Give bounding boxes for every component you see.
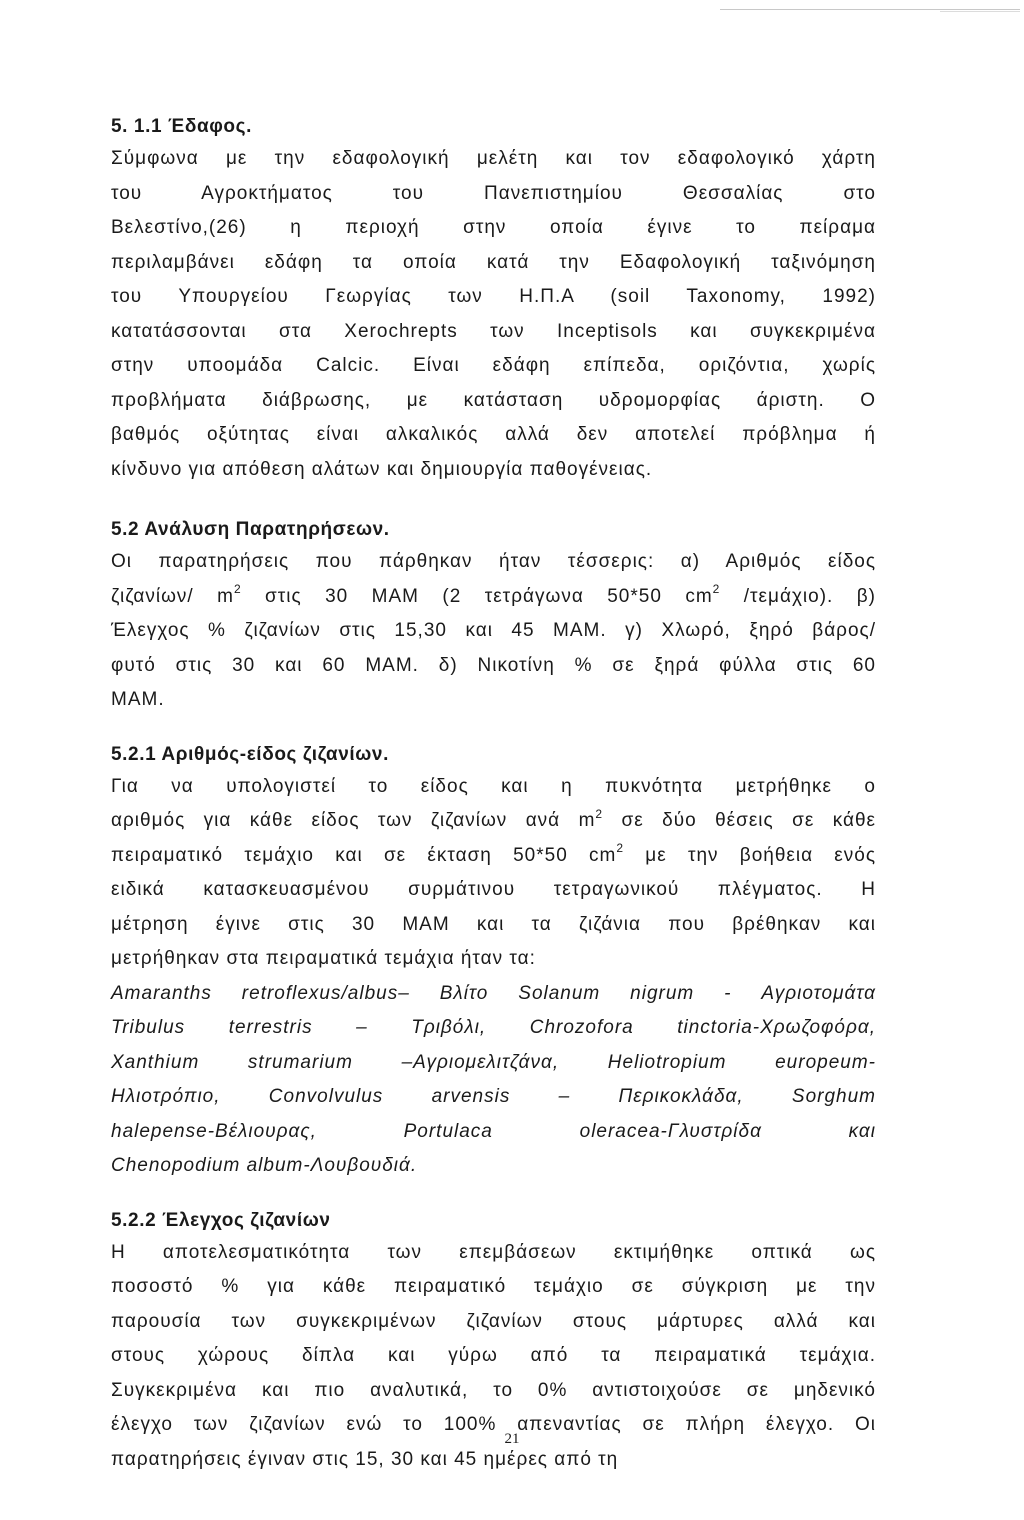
superscript: 2 <box>712 582 721 597</box>
paragraph-line: στην υποομάδα Calcic. Είναι εδάφη επίπεδα, οριζόντια, χωρίς <box>111 355 876 376</box>
paragraph-line: έλεγχο των ζιζανίων ενώ το 100% απεναντίας σε πλήρη έλεγχο. Οι <box>111 1414 876 1435</box>
superscript: 2 <box>233 582 242 597</box>
paragraph-line: Έλεγχος % ζιζανίων στις 15,30 και 45 ΜΑΜ. γ) Χλωρό, ξηρό βάρος/ <box>111 620 876 641</box>
paragraph-line: παρατηρήσεις έγιναν στις 15, 30 και 45 ημέρες από τη <box>111 1448 619 1470</box>
text-run: στις 30 ΜΑΜ (2 τετράγωνα 50*50 cm <box>241 585 713 607</box>
text-run: με την βοήθεια ενός <box>624 844 877 866</box>
paragraph-line: μετρήθηκαν στα πειραματικά τεμάχια ήταν τα: <box>111 948 536 969</box>
paragraph-line: κατατάσσονται στα Xerochrepts των Inceptisols και συγκεκριμένα <box>111 320 876 342</box>
section-heading: 5. 1.1 Έδαφος. <box>111 116 252 137</box>
paragraph-line: περιλαμβάνει εδάφη τα οποία κατά την Εδαφολογική ταξινόμηση <box>111 251 876 273</box>
section-heading: 5.2.2 Έλεγχος ζιζανίων <box>111 1209 331 1231</box>
paragraph-line: Συγκεκριμένα και πιο αναλυτικά, το 0% αντιστοιχούσε σε μηδενικό <box>111 1379 876 1401</box>
section-weed-species <box>111 740 876 1184</box>
text-run: αριθμός για κάθε είδος των ζιζανίων ανά m <box>111 810 596 831</box>
paragraph-line: Σύμφωνα με την εδαφολογική μελέτη και τον εδαφολογικό χάρτη <box>111 148 876 169</box>
text-run: πειραματικό τεμάχιο και σε έκταση 50*50 cm <box>111 844 617 866</box>
paragraph-line <box>111 804 876 839</box>
paragraph-line <box>111 839 876 874</box>
paragraph-line: φυτό στις 30 και 60 ΜΑΜ. δ) Νικοτίνη % σε ξηρά φύλλα στις 60 <box>111 654 876 676</box>
paragraph-line: ειδικά κατασκευασμένου συρμάτινου τετραγωνικού πλέγματος. Η <box>111 879 876 900</box>
paragraph-line: παρουσία των συγκεκριμένων ζιζανίων στους μάρτυρες αλλά και <box>111 1310 876 1332</box>
species-line: Chenopodium album-Λουβουδιά. <box>111 1155 418 1176</box>
paragraph-line: κίνδυνο για απόθεση αλάτων και δημιουργία παθογένειας. <box>111 458 653 480</box>
paragraph-line <box>111 580 876 615</box>
paragraph-line: Η αποτελεσματικότητα των επεμβάσεων εκτιμήθηκε οπτικά ως <box>111 1241 876 1263</box>
text-run: ζιζανίων/ m <box>111 585 234 607</box>
paragraph-line: ποσοστό % για κάθε πειραματικό τεμάχιο σε σύγκριση με την <box>111 1276 876 1297</box>
page-number: 21 <box>504 1431 520 1447</box>
scan-edge-line <box>720 9 1020 10</box>
text-run: σε δύο θέσεις σε κάθε <box>603 810 876 831</box>
paragraph-line: Οι παρατηρήσεις που πάρθηκαν ήταν τέσσερις: α) Αριθμός είδος <box>111 551 876 572</box>
scan-edge-line <box>940 11 1020 12</box>
section-heading: 5.2 Ανάλυση Παρατηρήσεων. <box>111 519 390 540</box>
species-line: Ηλιοτρόπιο, Convolvulus arvensis – Περικοκλάδα, Sorghum <box>111 1086 876 1107</box>
paragraph-line: προβλήματα διάβρωσης, με κατάσταση υδρομορφίας άριστη. Ο <box>111 389 876 411</box>
superscript: 2 <box>616 841 625 856</box>
section-heading: 5.2.1 Αριθμός-είδος ζιζανίων. <box>111 743 389 765</box>
page-content <box>111 112 876 1477</box>
paragraph-line: του Υπουργείου Γεωργίας των Η.Π.Α (soil Taxonomy, 1992) <box>111 286 876 307</box>
section-observations <box>111 515 876 718</box>
species-line: Xanthium strumarium –Αγριομελιτζάνα, Heliotropium europeum- <box>111 1051 876 1073</box>
paragraph-line: στους χώρους δίπλα και γύρω από τα πειραματικά τεμάχια. <box>111 1345 876 1366</box>
text-run: /τεμάχιο). β) <box>720 585 876 607</box>
paragraph-line: βαθμός οξύτητας είναι αλκαλικός αλλά δεν αποτελεί πρόβλημα ή <box>111 424 876 445</box>
paragraph-line: Βελεστίνο,(26) η περιοχή στην οποία έγινε το πείραμα <box>111 217 876 238</box>
section-soil <box>111 112 876 487</box>
paragraph-line: Για να υπολογιστεί το είδος και η πυκνότητα μετρήθηκε ο <box>111 775 876 797</box>
paragraph-line: ΜΑΜ. <box>111 689 165 710</box>
species-line: Tribulus terrestris – Τριβόλι, Chrozofora tinctoria-Χρωζοφόρα, <box>111 1017 876 1038</box>
species-line: halepense-Βέλιουρας, Portulaca oleracea-Γλυστρίδα και <box>111 1120 876 1142</box>
paragraph-line: του Αγροκτήματος του Πανεπιστημίου Θεσσαλίας στο <box>111 182 876 204</box>
superscript: 2 <box>595 806 604 821</box>
paragraph-line: μέτρηση έγινε στις 30 ΜΑΜ και τα ζιζάνια που βρέθηκαν και <box>111 913 876 935</box>
species-line: Amaranths retroflexus/albus– Βλίτο Solanum nigrum - Αγριοτομάτα <box>111 982 876 1004</box>
